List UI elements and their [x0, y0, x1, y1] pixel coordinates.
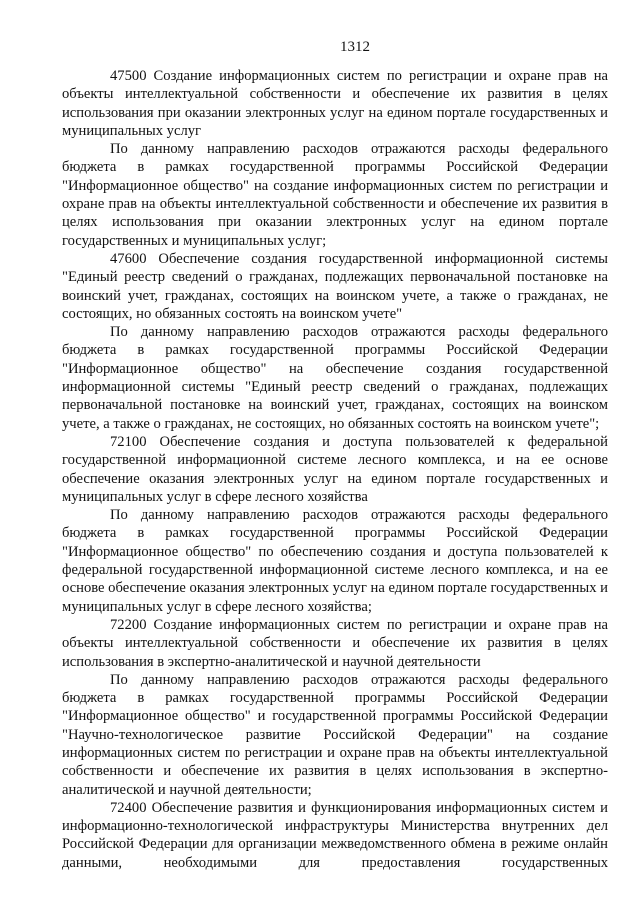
paragraph-72400-heading: 72400 Обеспечение развития и функционирования информационных систем и информационно-технологической инфраструктуры Министерства внутренних дел Российской Федерации для организации межведомственного обмена в режиме онлайн данными, необходимыми для предоставления государственных — [62, 799, 608, 871]
paragraph-72100-description: По данному направлению расходов отражаются расходы федерального бюджета в рамках государственной программы Российской Федерации "Информационное общество" по обеспечению создания и доступа пользователей к федеральной государственной информационной системе лесного комплекса, и на ее основе обеспечение оказания электронных услуг на едином портале государственных и муниципальных услуг в сфере лесного хозяйства; — [62, 507, 608, 615]
paragraph-47500-description: По данному направлению расходов отражаются расходы федерального бюджета в рамках государственной программы Российской Федерации "Информационное общество" на создание информационных систем по регистрации и охране прав на объекты интеллектуальной собственности и обеспечение их развития в целях использования при оказании электронных услуг на едином портале государственных и муниципальных услуг; — [62, 141, 608, 249]
page-number: 1312 — [340, 39, 370, 55]
paragraph-72200-description: По данному направлению расходов отражаются расходы федерального бюджета в рамках государственной программы Российской Федерации "Информационное общество" и государственной программы Российской Федерации "Научно-технологическое развитие Российской Федерации" на создание информационных систем по регистрации и охране прав на объекты интеллектуальной собственности и обеспечение их развития в целях использования в экспертно-аналитической и научной деятельности; — [62, 671, 608, 798]
paragraph-47500-heading: 47500 Создание информационных систем по регистрации и охране прав на объекты интеллектуальной собственности и обеспечение их развития в целях использования при оказании электронных услуг на едином портале государственных и муниципальных услуг — [62, 68, 608, 139]
paragraph-72200-heading: 72200 Создание информационных систем по регистрации и охране прав на объекты интеллектуальной собственности и обеспечение их развития в целях использования в экспертно-аналитической и научной деятельности — [62, 616, 608, 670]
paragraph-47600-description: По данному направлению расходов отражаются расходы федерального бюджета в рамках государственной программы Российской Федерации "Информационное общество" на обеспечение создания государственной информационной системы "Единый реестр сведений о гражданах, подлежащих первоначальной постановке на воинский учет, гражданах, состоящих на воинском учете, а также о гражданах, не состоящих, но обязанных состоять на воинском учете"; — [62, 324, 608, 432]
paragraph-72100-heading: 72100 Обеспечение создания и доступа пользователей к федеральной государственной информационной системе лесного комплекса, и на ее основе обеспечение оказания электронных услуг на едином портале государственных и муниципальных услуг в сфере лесного хозяйства — [62, 433, 608, 505]
paragraph-47600-heading: 47600 Обеспечение создания государственной информационной системы "Единый реестр сведений о гражданах, подлежащих первоначальной постановке на воинский учет, гражданах, состоящих на воинском учете, а также о гражданах, не состоящих, но обязанных состоять на воинском учете" — [62, 250, 608, 322]
